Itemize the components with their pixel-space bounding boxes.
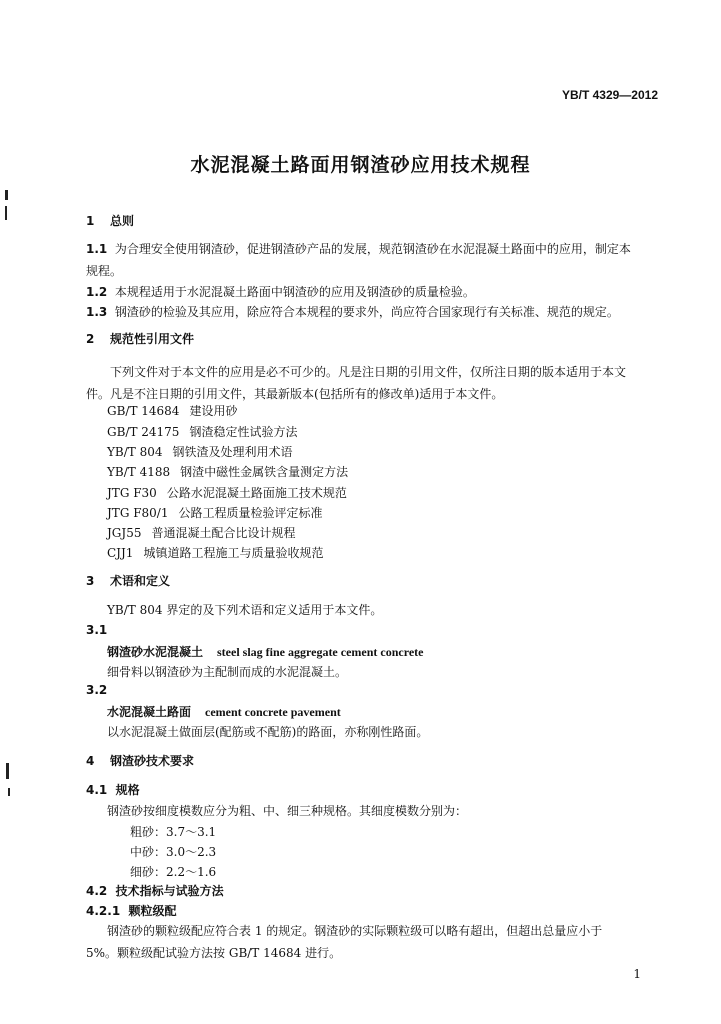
intro-line: 件。凡是不注日期的引用文件，其最新版本(包括所有的修改单)适用于本文件。 bbox=[86, 387, 504, 401]
reference-name: 钢铁渣及处理利用术语 bbox=[172, 445, 293, 459]
intro-line: 下列文件对于本文件的应用是必不可少的。凡是注日期的引用文件，仅所注日期的版本适用于本文 bbox=[110, 365, 627, 379]
page-title: 水泥混凝土路面用钢渣砂应用技术规程 bbox=[190, 154, 531, 176]
scan-mark bbox=[8, 788, 10, 796]
section-number: 1 bbox=[86, 214, 95, 228]
reference-item bbox=[107, 462, 348, 482]
section-3-intro: YB/T 804 界定的及下列术语和定义适用于本文件。 bbox=[107, 603, 383, 617]
clause-1-1 bbox=[86, 238, 666, 282]
reference-name: 钢渣稳定性试验方法 bbox=[189, 425, 298, 439]
clause-number: 1.3 bbox=[86, 305, 108, 319]
scan-mark bbox=[5, 206, 7, 220]
grade-item: 粗砂：3.7～3.1 bbox=[130, 825, 217, 839]
clause-number: 1.1 bbox=[86, 242, 108, 256]
paragraph-line: 钢渣砂的颗粒级配应符合表 1 的规定。钢渣砂的实际颗粒级可以略有超出，但超出总量应小于 bbox=[107, 924, 603, 938]
term-english: steel slag fine aggregate cement concrete bbox=[217, 645, 424, 659]
term-chinese: 钢渣砂水泥混凝土 bbox=[107, 645, 204, 659]
reference-item bbox=[107, 401, 237, 421]
scan-mark bbox=[6, 763, 9, 779]
reference-code: JTG F30 bbox=[107, 486, 157, 500]
reference-name: 普通混凝土配合比设计规程 bbox=[151, 526, 296, 540]
reference-name: 公路水泥混凝土路面施工技术规范 bbox=[166, 486, 347, 500]
term-chinese: 水泥混凝土路面 bbox=[107, 705, 192, 719]
grade-item: 中砂：3.0～2.3 bbox=[130, 845, 217, 859]
reference-code: YB/T 804 bbox=[107, 445, 163, 459]
term-definition: 细骨料以钢渣砂为主配制而成的水泥混凝土。 bbox=[107, 665, 348, 679]
reference-name: 公路工程质量检验评定标准 bbox=[178, 506, 323, 520]
subsection-4-1 bbox=[86, 781, 140, 798]
reference-code: JGJ55 bbox=[107, 526, 142, 540]
reference-code: GB/T 14684 bbox=[107, 404, 180, 418]
reference-item bbox=[107, 422, 297, 442]
page-number: 1 bbox=[633, 967, 641, 981]
paragraph-line: 5%。颗粒级配试验方法按 GB/T 14684 进行。 bbox=[86, 946, 342, 960]
subsection-number: 4.1 bbox=[86, 783, 108, 797]
clause-1-3 bbox=[86, 302, 619, 322]
subsection-number: 4.2.1 bbox=[86, 904, 121, 918]
term-english: cement concrete pavement bbox=[205, 705, 341, 719]
section-2-intro bbox=[86, 361, 666, 405]
clause-text: 本规程适用于水泥混凝土路面中钢渣砂的应用及钢渣砂的质量检验。 bbox=[114, 285, 475, 299]
reference-item bbox=[107, 442, 293, 462]
section-number: 3 bbox=[86, 574, 95, 588]
subsection-title: 技术指标与试验方法 bbox=[115, 884, 224, 898]
section-title: 钢渣砂技术要求 bbox=[110, 754, 195, 768]
clause-number: 1.2 bbox=[86, 285, 108, 299]
clause-text: 钢渣砂的检验及其应用，除应符合本规程的要求外，尚应符合国家现行有关标准、规范的规定。 bbox=[114, 305, 619, 319]
subsection-4-2-1-text bbox=[86, 920, 666, 964]
section-number: 2 bbox=[86, 332, 95, 346]
section-4-heading bbox=[86, 752, 194, 769]
clause-text-cont: 规程。 bbox=[86, 264, 123, 278]
grade-item: 细砂：2.2～1.6 bbox=[130, 865, 217, 879]
section-title: 术语和定义 bbox=[110, 574, 171, 588]
section-title: 总则 bbox=[110, 214, 135, 228]
reference-name: 城镇道路工程施工与质量验收规范 bbox=[143, 546, 324, 560]
reference-name: 钢渣中磁性金属铁含量测定方法 bbox=[180, 465, 349, 479]
section-1-heading bbox=[86, 212, 134, 229]
term-definition: 以水泥混凝土做面层(配筋或不配筋)的路面，亦称刚性路面。 bbox=[107, 725, 429, 739]
reference-name: 建设用砂 bbox=[189, 404, 238, 418]
reference-code: YB/T 4188 bbox=[107, 465, 171, 479]
reference-item bbox=[107, 483, 347, 503]
reference-item bbox=[107, 503, 323, 523]
subsection-title: 颗粒级配 bbox=[128, 904, 177, 918]
reference-code: GB/T 24175 bbox=[107, 425, 180, 439]
clause-1-2 bbox=[86, 282, 475, 302]
term-3-1 bbox=[107, 643, 424, 660]
scan-mark bbox=[5, 190, 8, 200]
reference-code: JTG F80/1 bbox=[107, 506, 169, 520]
section-3-heading bbox=[86, 572, 170, 589]
term-number: 3.1 bbox=[86, 623, 108, 637]
clause-text: 为合理安全使用钢渣砂，促进钢渣砂产品的发展，规范钢渣砂在水泥混凝土路面中的应用，制定本 bbox=[114, 242, 631, 256]
subsection-4-2-1 bbox=[86, 902, 177, 919]
subsection-number: 4.2 bbox=[86, 884, 108, 898]
subsection-4-2 bbox=[86, 882, 224, 899]
section-number: 4 bbox=[86, 754, 95, 768]
subsection-title: 规格 bbox=[115, 783, 140, 797]
term-number: 3.2 bbox=[86, 683, 108, 697]
reference-item bbox=[107, 523, 296, 543]
standard-code: YB/T 4329—2012 bbox=[561, 88, 658, 102]
section-2-heading bbox=[86, 330, 194, 347]
subsection-text: 钢渣砂按细度模数应分为粗、中、细三种规格。其细度模数分别为： bbox=[107, 804, 468, 818]
reference-code: CJJ1 bbox=[107, 546, 134, 560]
term-3-2 bbox=[107, 703, 341, 720]
section-title: 规范性引用文件 bbox=[110, 332, 195, 346]
reference-item bbox=[107, 543, 323, 563]
